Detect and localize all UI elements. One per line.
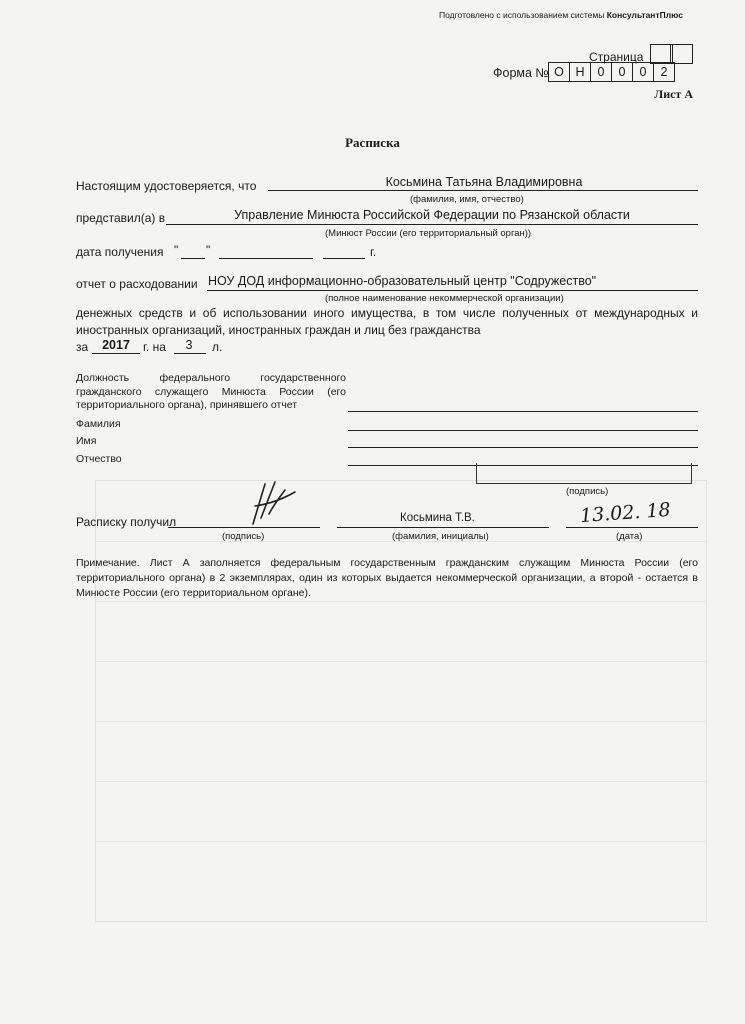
submitted-underline <box>166 224 698 225</box>
page-box-2 <box>670 44 693 64</box>
form-number-cells <box>549 62 675 82</box>
period-quarter-suffix: л. <box>212 340 223 354</box>
report-underline <box>207 290 698 291</box>
form-cell: 0 <box>632 62 654 82</box>
period-quarter-line <box>174 353 206 354</box>
note-paragraph: Примечание. Лист А заполняется федеральным государственным гражданским служащим Минюста России (его территориального органа) в 2 экземплярах, один из которых выдается некоммерческой организации, а второй - остается в Минюсте России (его территориальном органе). <box>76 557 698 599</box>
official-position-line <box>348 411 698 412</box>
certify-underline <box>268 190 698 191</box>
submitted-label: представил(а) в <box>76 211 166 225</box>
period-year-suffix: г. на <box>143 340 166 354</box>
report-organization-value: НОУ ДОД информационно-образовательный центр "Содружество" <box>208 274 597 288</box>
period-year-value: 2017 <box>102 338 130 352</box>
certify-caption: (фамилия, имя, отчество) <box>410 194 524 205</box>
receipt-label: Расписку получил <box>76 515 177 529</box>
receipt-caption-date: (дата) <box>616 531 643 542</box>
report-caption: (полное наименование некоммерческой организации) <box>325 293 564 304</box>
report-label: отчет о расходовании <box>76 277 198 291</box>
form-cell: О <box>548 62 570 82</box>
form-cell: 2 <box>653 62 675 82</box>
official-patronymic-label: Отчество <box>76 453 122 465</box>
form-cell: Н <box>569 62 591 82</box>
receipt-name-line <box>337 527 549 528</box>
receipt-caption-signature: (подпись) <box>222 531 265 542</box>
official-name-line <box>348 447 698 448</box>
certify-name-value: Косьмина Татьяна Владимировна <box>385 175 583 189</box>
official-surname-label: Фамилия <box>76 418 121 430</box>
body-paragraph: денежных средств и об использовании иного имущества, в том числе полученных от международных и иностранных организаций, иностранных граждан и лиц без гражданства <box>76 306 698 337</box>
sheet-label: Лист А <box>654 87 693 101</box>
show-through-table <box>95 480 707 922</box>
period-quarter-value: 3 <box>185 338 193 352</box>
date-quote-close: " <box>206 243 211 257</box>
official-name-label: Имя <box>76 435 97 447</box>
receipt-initials-value: Косьмина Т.В. <box>400 512 475 524</box>
date-day-line <box>181 258 205 259</box>
submitted-value: Управление Минюста Российской Федерации по Рязанской области <box>234 208 630 222</box>
prepared-prefix: Подготовлено с использованием системы <box>439 10 607 20</box>
receipt-date-handwritten: 13.02. 18 <box>579 498 672 528</box>
date-quote-open: " <box>174 243 179 257</box>
receipt-caption-name: (фамилия, инициалы) <box>392 531 489 542</box>
page-label: Страница <box>589 50 644 64</box>
submitted-caption: (Минюст России (его территориальный орган)) <box>325 228 532 239</box>
official-signature-box <box>476 463 692 484</box>
form-cell: 0 <box>611 62 633 82</box>
form-number-label: Форма № <box>493 66 549 80</box>
prepared-note <box>439 10 683 20</box>
date-year-line <box>323 258 365 259</box>
official-position-label: Должность федерального государственного гражданского служащего Минюста России (его территориального органа), принявшего отчет <box>76 372 346 411</box>
receipt-date-line <box>566 527 698 528</box>
date-month-line <box>219 258 313 259</box>
date-received-label: дата получения <box>76 245 164 259</box>
certify-label: Настоящим удостоверяется, что <box>76 179 257 193</box>
receipt-signature-line <box>168 527 320 528</box>
handwritten-signature <box>235 478 305 528</box>
document-title: Расписка <box>345 135 400 150</box>
official-surname-line <box>348 430 698 431</box>
form-cell: 0 <box>590 62 612 82</box>
prepared-brand: КонсультантПлюс <box>606 10 683 20</box>
period-for-label: за <box>76 340 89 354</box>
official-signature-caption: (подпись) <box>566 486 609 497</box>
period-year-line <box>92 353 140 354</box>
date-year-suffix: г. <box>370 245 377 259</box>
